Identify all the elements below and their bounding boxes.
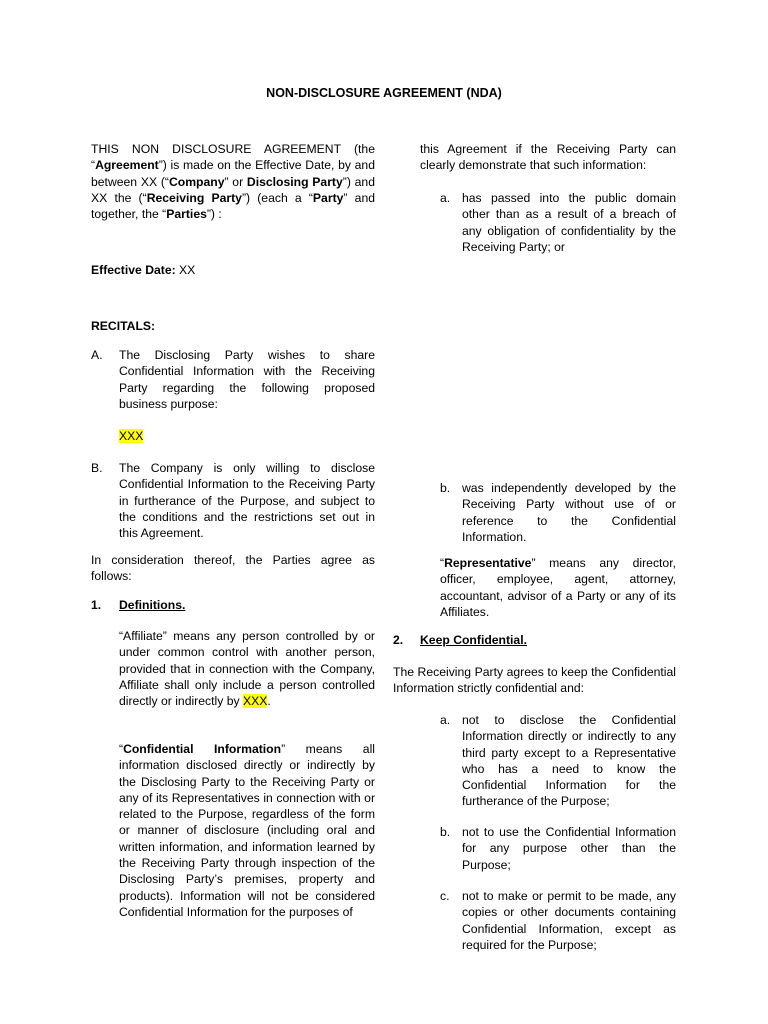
exclusions-intro: this Agreement if the Receiving Party can clearly demonstrate that such information:	[420, 142, 676, 173]
obligation-a-text: not to disclose the Confidential Information directly or indirectly to any third party except to a Representative who has a need to know the Confidential Information for the furtherance of the Purpose;	[462, 713, 676, 809]
recitals-heading: RECITALS:	[91, 319, 156, 333]
exclusion-a-text: has passed into the public domain other than as a result of a breach of any obligation of confidentiality by the Receiving Party; or	[462, 191, 676, 254]
exclusion-a-marker: a.	[440, 191, 451, 205]
intro-paragraph: THIS NON DISCLOSURE AGREEMENT (the “Agreement”) is made on the Effective Date, by and between XX (“Company” or Disclosing Party”) and XX the (“Receiving Party”) (each a “Party” and together, the “Parties”) :	[91, 142, 375, 222]
representative-definition: “Representative” means any director, officer, employee, agent, attorney, accountant, advisor of a Party or any of its Affiliates.	[440, 556, 676, 619]
recital-b-marker: B.	[91, 461, 103, 475]
confidential-information-definition: “Confidential Information” means all information disclosed directly or indirectly by the Disclosing Party to the Receiving Party or any of its Representatives in connection with or related to the Purpose, regardless of the form or manner of disclosure (including oral and written information, and information learned by the Receiving Party through inspection of the Disclosing Party’s premises, property and products). Information will not be considered Confidential Information for the purposes of	[119, 742, 376, 919]
recital-a-text: The Disclosing Party wishes to share Confidential Information with the Receiving Party regarding the following proposed business purpose:	[119, 348, 375, 411]
section-1-number: 1.	[91, 598, 102, 612]
obligation-c-marker: c.	[440, 889, 450, 903]
obligation-b-text: not to use the Confidential Information for any purpose other than the Purpose;	[462, 825, 676, 872]
effective-date-value: XX	[175, 263, 196, 277]
affiliate-definition: “Affiliate” means any person controlled by or under common control with another person, provided that in connection with the Company, Affiliate shall only include a person controlled directly or indirectly by XXX.	[119, 629, 375, 709]
consideration-text: In consideration thereof, the Parties agree as follows:	[91, 553, 375, 584]
section-2-intro: The Receiving Party agrees to keep the Confidential Information strictly confidential and:	[393, 665, 676, 696]
section-1-heading: Definitions.	[119, 598, 186, 612]
obligation-a-marker: a.	[440, 713, 451, 727]
obligation-c-text: not to make or permit to be made, any copies or other documents containing Confidential Information, except as required for the Purpose;	[462, 889, 676, 952]
recital-b-text: The Company is only willing to disclose Confidential Information to the Receiving Party in furtherance of the Purpose, and subject to the conditions and the restrictions set out in this Agreement.	[119, 461, 375, 541]
section-2-number: 2.	[393, 633, 404, 647]
exclusion-b-text: was independently developed by the Receiving Party without use of or reference to the Confidential Information.	[462, 481, 676, 544]
section-2-heading: Keep Confidential.	[420, 633, 527, 647]
recital-a-highlight: XXX	[119, 429, 144, 443]
effective-date	[91, 262, 375, 278]
exclusion-b-marker: b.	[440, 481, 451, 495]
document-title: NON-DISCLOSURE AGREEMENT (NDA)	[266, 86, 502, 100]
recital-a-marker: A.	[91, 348, 103, 362]
obligation-b-marker: b.	[440, 825, 451, 839]
effective-date-label: Effective Date:	[91, 263, 176, 277]
